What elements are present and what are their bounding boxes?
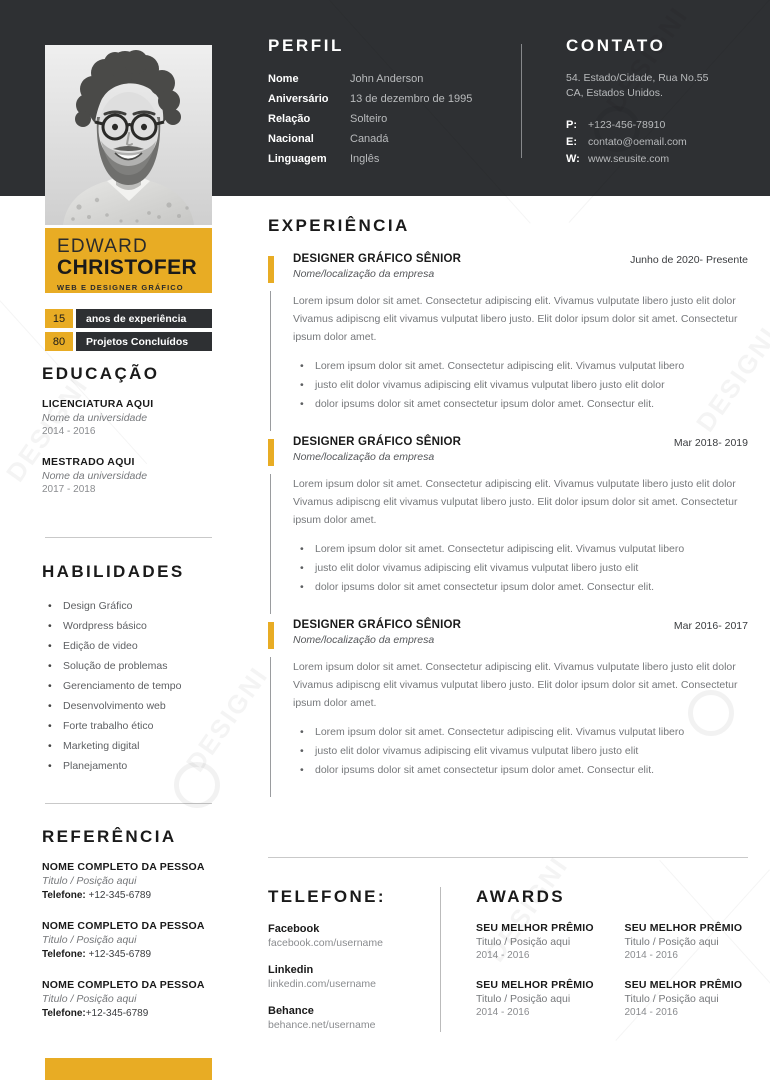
phone-value[interactable]: +123-456-78910 <box>588 119 666 131</box>
profile-section <box>268 36 508 170</box>
telephone-section-title: TELEFONE: <box>268 887 386 906</box>
header-divider <box>521 44 522 158</box>
social-item-behance[interactable] <box>268 1005 428 1031</box>
award-title: Titulo / Posição aqui <box>476 936 571 948</box>
reference-item <box>42 979 237 1019</box>
awards-grid <box>476 922 751 1018</box>
divider-education-skills <box>45 537 212 538</box>
social-url[interactable]: behance.net/username <box>268 1019 376 1031</box>
social-name: Facebook <box>268 923 320 935</box>
reference-phone-label: Telefone: <box>42 890 86 901</box>
experience-item <box>268 253 748 414</box>
award-name: SEU MELHOR PRÊMIO <box>476 979 594 991</box>
profile-value: 13 de dezembro de 1995 <box>350 93 473 105</box>
profile-value: Canadá <box>350 133 389 145</box>
experience-marker <box>268 622 274 649</box>
reference-section <box>42 827 237 1038</box>
education-item <box>42 398 227 437</box>
stat-row-experience <box>45 309 212 328</box>
reference-title: Titulo / Posição aqui <box>42 875 137 887</box>
award-name: SEU MELHOR PRÊMIO <box>624 922 743 934</box>
profile-row <box>268 130 508 148</box>
awards-section <box>476 887 751 1018</box>
education-years: 2017 - 2018 <box>42 484 96 495</box>
skill-item: • Gerenciamento de tempo <box>42 676 232 696</box>
stats-list <box>45 309 212 355</box>
skills-list <box>42 596 232 776</box>
skill-item: • Marketing digital <box>42 736 232 756</box>
website-label: W: <box>566 153 580 165</box>
reference-title: Titulo / Posição aqui <box>42 993 137 1005</box>
bottom-accent-bar <box>45 1058 212 1080</box>
reference-item <box>42 861 237 901</box>
experience-section-title: EXPERIÊNCIA <box>268 216 410 235</box>
reference-name: NOME COMPLETO DA PESSOA <box>42 861 205 873</box>
sidebar <box>0 196 245 1080</box>
profile-row <box>268 70 508 88</box>
social-url[interactable]: linkedin.com/username <box>268 978 376 990</box>
experience-timeline <box>270 474 271 614</box>
award-title: Titulo / Posição aqui <box>476 993 571 1005</box>
reference-phone-label: Telefone: <box>42 949 86 960</box>
award-years: 2014 - 2016 <box>476 950 530 961</box>
contact-rows <box>566 117 756 168</box>
experience-date: Junho de 2020- Presente <box>630 254 748 266</box>
award-item <box>476 979 603 1018</box>
experience-list <box>268 253 748 780</box>
experience-header <box>293 253 748 266</box>
experience-bullet: • dolor ipsums dolor sit amet consectetur ipsum dolor amet. Consectur elit. <box>293 578 748 597</box>
social-name: Linkedin <box>268 964 314 976</box>
profile-key: Linguagem <box>268 153 327 165</box>
experience-date: Mar 2016- 2017 <box>673 620 748 632</box>
contact-email-row <box>566 134 756 151</box>
reference-name: NOME COMPLETO DA PESSOA <box>42 920 205 932</box>
award-name: SEU MELHOR PRÊMIO <box>476 922 594 934</box>
education-university: Nome da universidade <box>42 412 148 424</box>
experience-section <box>268 216 748 790</box>
experience-bullet: • justo elit dolor vivamus adipiscing elit vivamus vulputat libero justo elit <box>293 559 748 578</box>
reference-name: NOME COMPLETO DA PESSOA <box>42 979 205 991</box>
profile-photo <box>45 45 212 225</box>
skills-section <box>42 562 232 776</box>
divider-skills-reference <box>45 803 212 804</box>
profile-rows <box>268 70 508 168</box>
profile-key: Nome <box>268 73 299 85</box>
profile-row <box>268 90 508 108</box>
website-value[interactable]: www.seusite.com <box>588 153 670 165</box>
award-item <box>476 922 603 961</box>
education-section <box>42 364 227 514</box>
social-url[interactable]: facebook.com/username <box>268 937 383 949</box>
name-card <box>45 228 212 293</box>
skill-item: • Wordpress básico <box>42 616 232 636</box>
profile-key: Relação <box>268 113 311 125</box>
stat-label: Projetos Concluídos <box>76 332 212 351</box>
last-name: CHRISTOFER <box>57 256 198 279</box>
experience-bullet: • Lorem ipsum dolor sit amet. Consectetur adipiscing elit. Vivamus vulputat libero <box>293 723 748 742</box>
contact-section-title: CONTATO <box>566 36 666 55</box>
experience-role: DESIGNER GRÁFICO SÊNIOR <box>293 436 462 448</box>
awards-section-title: AWARDS <box>476 887 566 906</box>
profile-section-title: PERFIL <box>268 36 345 55</box>
reference-phone <box>42 949 237 960</box>
reference-phone-value: +12-345-6789 <box>85 949 152 960</box>
profile-value: John Anderson <box>350 73 424 85</box>
education-section-title: EDUCAÇÃO <box>42 364 160 383</box>
experience-company: Nome/localização da empresa <box>293 634 435 646</box>
education-university: Nome da universidade <box>42 470 148 482</box>
reference-phone-label: Telefone: <box>42 1008 86 1019</box>
award-years: 2014 - 2016 <box>476 1007 530 1018</box>
skill-item: • Design Gráfico <box>42 596 232 616</box>
experience-bullets <box>293 357 748 414</box>
award-item <box>625 922 752 961</box>
award-title: Titulo / Posição aqui <box>624 936 719 948</box>
contact-website-row <box>566 151 756 168</box>
experience-bullet: • justo elit dolor vivamus adipiscing elit vivamus vulputat libero justo elit dolor <box>293 376 748 395</box>
social-name: Behance <box>268 1005 314 1017</box>
contact-address-line1: 54. Estado/Cidade, Rua No.55 <box>566 72 709 84</box>
profile-key: Nacional <box>268 133 314 145</box>
experience-date: Mar 2018- 2019 <box>673 437 748 449</box>
skill-item: • Desenvolvimento web <box>42 696 232 716</box>
experience-company: Nome/localização da empresa <box>293 451 435 463</box>
education-years: 2014 - 2016 <box>42 426 96 437</box>
profile-value: Solteiro <box>350 113 388 125</box>
experience-timeline <box>270 657 271 797</box>
experience-description: Lorem ipsum dolor sit amet. Consectetur adipiscing elit. Vivamus vulputate libero justo elit dolor Vivamus adipiscng elit vivamus vulputat libero justo. Elit dolor ipsum dolor sit amet. Consectetur ipsum dolor amet. <box>293 478 738 526</box>
experience-bullet: • dolor ipsums dolor sit amet consectetur ipsum dolor amet. Consectur elit. <box>293 761 748 780</box>
contact-address <box>566 71 756 101</box>
experience-bullet: • justo elit dolor vivamus adipiscing elit vivamus vulputat libero justo elit <box>293 742 748 761</box>
skills-section-title: HABILIDADES <box>42 562 185 581</box>
reference-phone <box>42 1008 237 1019</box>
email-label: E: <box>566 136 577 148</box>
skill-item: • Planejamento <box>42 756 232 776</box>
experience-role: DESIGNER GRÁFICO SÊNIOR <box>293 619 462 631</box>
award-name: SEU MELHOR PRÊMIO <box>624 979 743 991</box>
reference-item <box>42 920 237 960</box>
experience-bullets <box>293 723 748 780</box>
experience-role: DESIGNER GRÁFICO SÊNIOR <box>293 253 462 265</box>
reference-phone-value: +12-345-6789 <box>85 1008 149 1019</box>
phone-label: P: <box>566 119 577 131</box>
job-role: WEB E DESIGNER GRÁFICO <box>57 283 184 292</box>
reference-list <box>42 861 237 1019</box>
award-item <box>625 979 752 1018</box>
reference-title: Titulo / Posição aqui <box>42 934 137 946</box>
social-item-facebook[interactable] <box>268 923 428 949</box>
stat-number: 80 <box>45 332 73 351</box>
divider-telephone-awards <box>440 887 441 1032</box>
profile-row <box>268 110 508 128</box>
education-item <box>42 456 227 495</box>
experience-description: Lorem ipsum dolor sit amet. Consectetur adipiscing elit. Vivamus vulputate libero justo elit dolor Vivamus adipiscng elit vivamus vulputat libero justo. Elit dolor ipsum dolor sit amet. Consectetur ipsum dolor amet. <box>293 661 738 709</box>
experience-timeline <box>270 291 271 431</box>
experience-header <box>293 619 748 632</box>
stat-label: anos de experiência <box>76 309 212 328</box>
telephone-section <box>268 887 428 1046</box>
reference-phone-value: +12-345-6789 <box>85 890 152 901</box>
award-title: Titulo / Posição aqui <box>624 993 719 1005</box>
education-degree: MESTRADO AQUI <box>42 456 135 468</box>
experience-marker <box>268 439 274 466</box>
profile-photo-image <box>45 45 212 225</box>
experience-marker <box>268 256 274 283</box>
education-list <box>42 398 227 495</box>
experience-item <box>268 436 748 597</box>
contact-phone-row <box>566 117 756 134</box>
profile-row <box>268 150 508 168</box>
profile-key: Aniversário <box>268 93 329 105</box>
reference-phone <box>42 890 237 901</box>
contact-address-line2: CA, Estados Unidos. <box>566 87 663 99</box>
contact-section <box>566 36 756 168</box>
experience-bullet: • Lorem ipsum dolor sit amet. Consectetur adipiscing elit. Vivamus vulputat libero <box>293 357 748 376</box>
experience-bullets <box>293 540 748 597</box>
divider-footer <box>268 857 748 858</box>
stat-row-projects <box>45 332 212 351</box>
education-degree: LICENCIATURA AQUI <box>42 398 154 410</box>
profile-value: Inglês <box>350 153 380 165</box>
experience-description: Lorem ipsum dolor sit amet. Consectetur adipiscing elit. Vivamus vulputate libero justo elit dolor Vivamus adipiscng elit vivamus vulputat libero justo. Elit dolor ipsum dolor sit amet. Consectetur ipsum dolor amet. <box>293 295 738 343</box>
award-years: 2014 - 2016 <box>624 950 678 961</box>
social-item-linkedin[interactable] <box>268 964 428 990</box>
award-years: 2014 - 2016 <box>624 1007 678 1018</box>
reference-section-title: REFERÊNCIA <box>42 827 177 846</box>
first-name: EDWARD <box>57 236 148 257</box>
stat-number: 15 <box>45 309 73 328</box>
social-list <box>268 923 428 1031</box>
experience-company: Nome/localização da empresa <box>293 268 435 280</box>
experience-item <box>268 619 748 780</box>
skill-item: • Forte trabalho ético <box>42 716 232 736</box>
experience-bullet: • dolor ipsums dolor sit amet consectetur ipsum dolor amet. Consectur elit. <box>293 395 748 414</box>
experience-bullet: • Lorem ipsum dolor sit amet. Consectetur adipiscing elit. Vivamus vulputat libero <box>293 540 748 559</box>
experience-header <box>293 436 748 449</box>
email-value[interactable]: contato@oemail.com <box>588 136 687 148</box>
skill-item: • Solução de problemas <box>42 656 232 676</box>
skill-item: • Edição de video <box>42 636 232 656</box>
